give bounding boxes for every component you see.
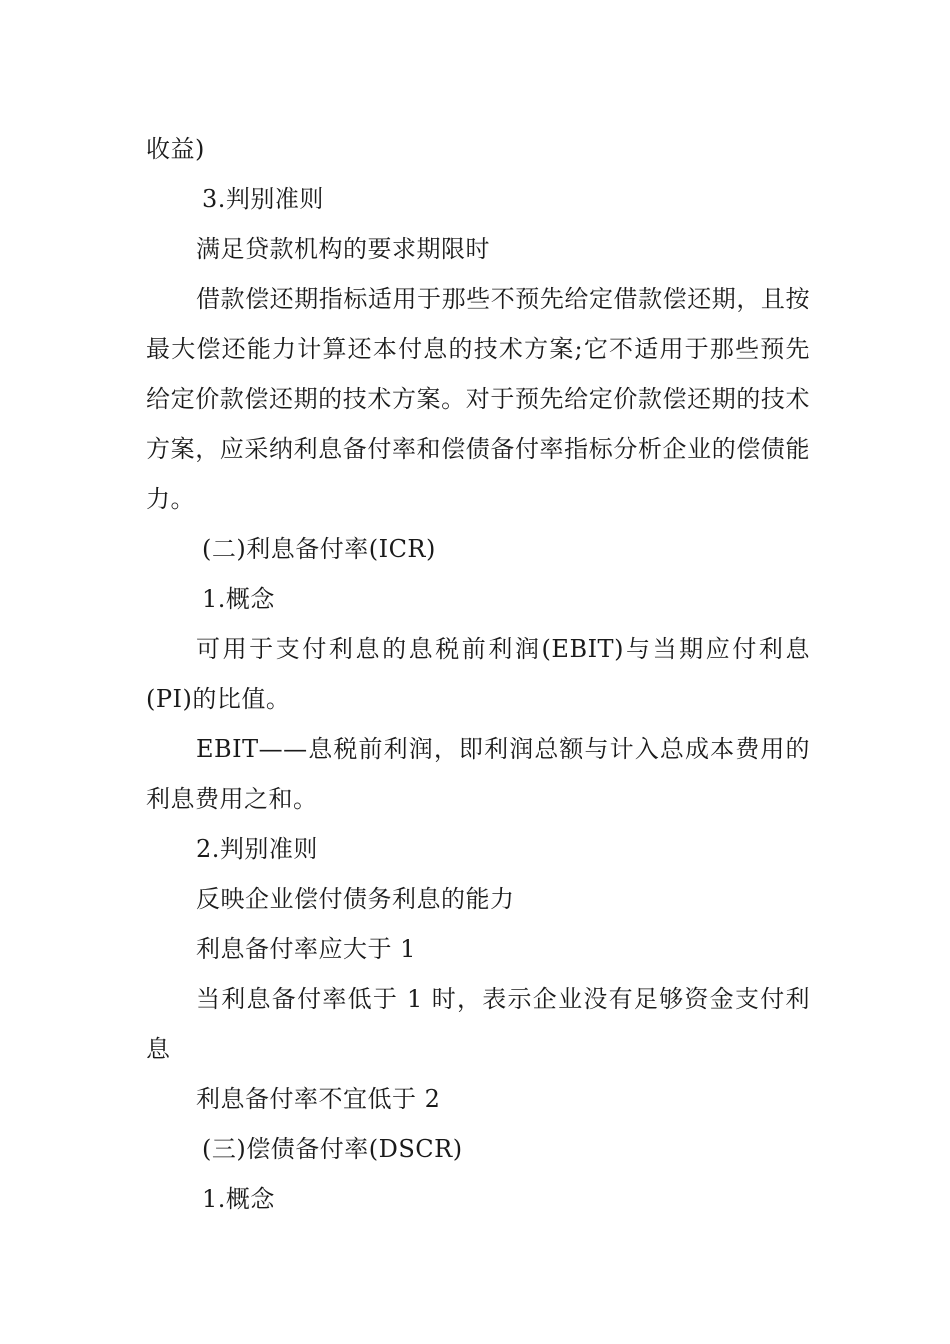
- heading-dscr: (三)偿债备付率(DSCR): [202, 1135, 463, 1163]
- heading-icr: (二)利息备付率(ICR): [202, 535, 436, 563]
- paragraph-reflects-ability: 反映企业偿付债务利息的能力: [196, 885, 515, 913]
- heading-judgment-criteria-3: 3.判别准则: [202, 185, 324, 213]
- heading-judgment-criteria-2: 2.判别准则: [196, 835, 318, 863]
- heading-concept-1-dscr: 1.概念: [202, 1185, 275, 1213]
- paragraph-icr-not-below-2: 利息备付率不宜低于 2: [196, 1085, 441, 1113]
- paragraph-continuation: 收益): [146, 135, 205, 163]
- paragraph-ebit-definition: EBIT——息税前利润，即利润总额与计入总成本费用的利息费用之和。: [146, 735, 810, 813]
- heading-concept-1: 1.概念: [202, 585, 275, 613]
- paragraph-lender-period: 满足贷款机构的要求期限时: [196, 235, 490, 263]
- paragraph-icr-definition: 可用于支付利息的息税前利润(EBIT)与当期应付利息(PI)的比值。: [146, 635, 810, 713]
- paragraph-icr-greater-than-1: 利息备付率应大于 1: [196, 935, 416, 963]
- paragraph-icr-below-1: 当利息备付率低于 1 时，表示企业没有足够资金支付利息: [146, 985, 810, 1063]
- paragraph-repayment-period: 借款偿还期指标适用于那些不预先给定借款偿还期，且按最大偿还能力计算还本付息的技术方案;它不适用于那些预先给定价款偿还期的技术方案。对于预先给定价款偿还期的技术方案，应采纳利息备付率和偿债备付率指标分析企业的偿债能力。: [146, 285, 810, 513]
